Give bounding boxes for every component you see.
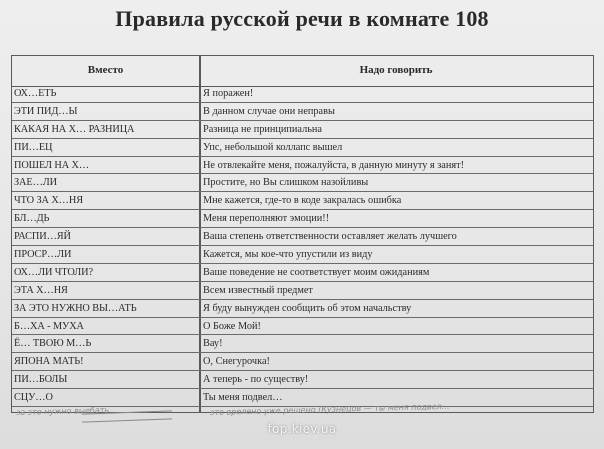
table-header bbox=[12, 56, 593, 87]
cell-instead: ЯПОНА МАТЬ! bbox=[14, 356, 84, 368]
cell-say: Простите, но Вы слишком назойливы bbox=[203, 177, 369, 189]
handwritten-note-right: это врелено уже решено (Кузнецов — ты меня подвел… bbox=[209, 401, 450, 417]
cell-say: Мне кажется, где-то в коде закралась ошибка bbox=[203, 195, 402, 207]
table-row bbox=[12, 210, 593, 228]
watermark: fop.kiev.ua bbox=[267, 422, 337, 436]
cell-instead: ЧТО ЗА Х…НЯ bbox=[14, 195, 83, 207]
cell-instead: ПИ…БОЛЫ bbox=[14, 374, 68, 386]
table-row bbox=[12, 335, 593, 353]
cell-instead: ПИ…ЕЦ bbox=[14, 141, 53, 153]
table-row bbox=[12, 264, 593, 282]
table-row bbox=[12, 85, 593, 103]
cell-say: Ваша степень ответственности оставляет желать лучшего bbox=[203, 231, 457, 243]
cell-say: Разница не принципиальна bbox=[203, 123, 322, 135]
table-row bbox=[12, 318, 593, 336]
cell-say: Ваше поведение не соответствует моим ожиданиям bbox=[203, 266, 430, 278]
table-row bbox=[12, 282, 593, 300]
table-row bbox=[12, 300, 593, 318]
cell-instead: ЭТА Х…НЯ bbox=[14, 284, 68, 296]
cell-instead: ЭТИ ПИД…Ы bbox=[14, 105, 78, 117]
cell-instead: Ё… ТВОЮ М…Ь bbox=[14, 338, 92, 350]
cell-instead: ПОШЕЛ НА Х… bbox=[14, 159, 90, 171]
cell-instead: ЗА ЭТО НУЖНО ВЫ…АТЬ bbox=[14, 302, 137, 314]
cell-say: Не отвлекайте меня, пожалуйста, в данную минуту я занят! bbox=[203, 159, 465, 171]
column-header-instead: Вместо bbox=[87, 64, 124, 76]
cell-instead: ОХ…ЛИ ЧТОЛИ? bbox=[14, 266, 93, 278]
cell-instead: СЦУ…О bbox=[14, 392, 53, 404]
cell-instead: КАКАЯ НА Х… РАЗНИЦА bbox=[14, 123, 135, 135]
table-row bbox=[12, 103, 593, 121]
cell-say: В данном случае они неправы bbox=[203, 105, 335, 117]
cell-say: О Боже Мой! bbox=[203, 320, 261, 332]
column-header-say: Надо говорить bbox=[359, 64, 433, 76]
table-row bbox=[12, 174, 593, 192]
table-row bbox=[12, 371, 593, 389]
cell-instead: ПРОСР…ЛИ bbox=[14, 249, 72, 261]
cell-instead: БЛ…ДЬ bbox=[14, 213, 50, 225]
table-row bbox=[12, 389, 593, 407]
cell-say: Я буду вынужден сообщить об этом начальству bbox=[203, 302, 412, 314]
page-title: Правила русской речи в комнате 108 bbox=[115, 6, 489, 31]
table-row bbox=[12, 121, 593, 139]
table-row bbox=[12, 157, 593, 175]
cell-instead: РАСПИ…ЯЙ bbox=[14, 231, 71, 243]
cell-say: Ты меня подвел… bbox=[203, 392, 283, 404]
cell-say: Кажется, мы кое-что упустили из виду bbox=[203, 249, 373, 261]
cell-instead: ЗАЕ…ЛИ bbox=[14, 177, 58, 189]
cell-say: Всем известный предмет bbox=[203, 284, 313, 296]
cell-say: А теперь - по существу! bbox=[203, 374, 309, 386]
cell-say: О, Снегурочка! bbox=[203, 356, 270, 368]
phrase-table bbox=[11, 55, 594, 417]
cell-instead: Б…ХА - МУХА bbox=[14, 320, 84, 332]
cell-say: Упс, небольшой коллапс вышел bbox=[203, 141, 343, 153]
handwritten-strikethrough bbox=[82, 410, 172, 422]
table-row bbox=[12, 192, 593, 210]
cell-say: Я поражен! bbox=[203, 88, 254, 99]
table-row bbox=[12, 228, 593, 246]
cell-say: Вау! bbox=[203, 338, 223, 350]
table-row bbox=[12, 139, 593, 157]
table-body bbox=[12, 85, 593, 407]
handwritten-note-left: за это нужно выебать bbox=[15, 405, 110, 417]
table-row bbox=[12, 246, 593, 264]
cell-instead: ОХ…ЕТЬ bbox=[14, 88, 57, 99]
cell-say: Меня переполняют эмоции!! bbox=[203, 213, 330, 225]
table-row bbox=[12, 353, 593, 371]
